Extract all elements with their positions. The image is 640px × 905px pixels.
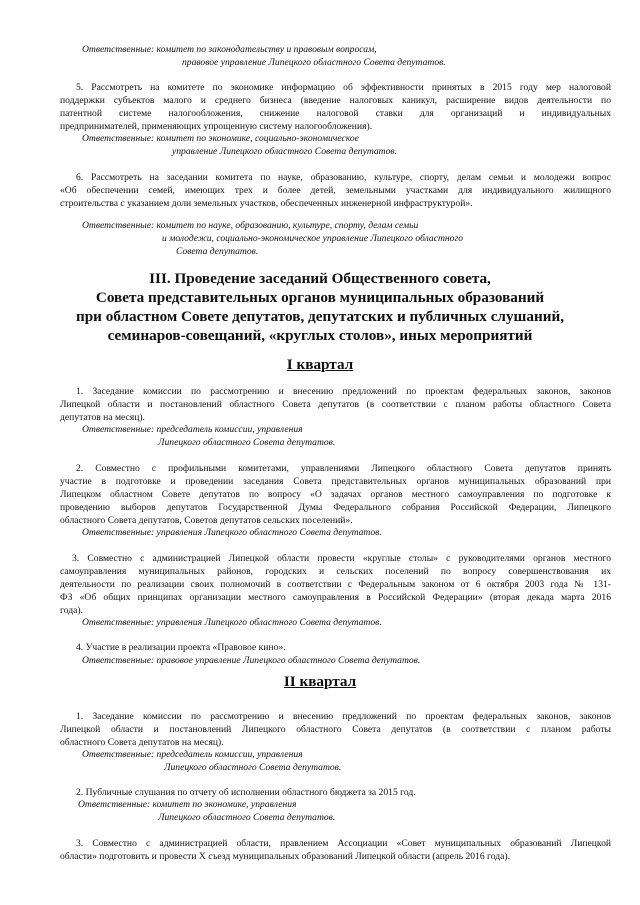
responsible-line: Ответственные: комитет по законодательству и правовым вопросам, [82, 44, 377, 55]
text-line: поддержки субъектов малого и среднего бизнеса (введение налоговых каникул, расширение видов деятельности по [60, 95, 611, 106]
section-heading-line-1: III. Проведение заседаний Общественного совета, [149, 270, 491, 287]
quarter-heading-2: II квартал [283, 673, 357, 690]
responsible-line: управление Липецкого областного Совета депутатов. [172, 146, 397, 157]
text-line: Липецком областном Совете депутатов по вопросу «О задачах органов местного самоуправления по подготовке к [60, 489, 611, 500]
responsible-line: Липецкого областного Совета депутатов. [158, 437, 336, 448]
quarter-heading-1: I квартал [286, 356, 354, 373]
text-line: деятельности по реализации своих полномочий в соответствии с Федеральным законом от 6 октября 2003 года № 131- [60, 579, 611, 590]
responsible-line: Ответственные: комитет по экономике, управления [78, 799, 297, 810]
text-line: депутатов на месяц). [60, 412, 145, 423]
text-line: ФЗ «Об общих принципах организации местного самоуправления в Российской Федерации» (вторая декада марта 2016 [60, 592, 611, 603]
responsible-line: Ответственные: председатель комиссии, управления [82, 424, 303, 435]
text-line: 1. Заседание комиссии по рассмотрению и внесению предложений по проектам федеральных законов, законов [76, 386, 611, 397]
text-line: Липецкой области и постановлений Липецкого областного Совета депутатов (в соответствии с планом работы [60, 724, 611, 735]
text-line: области» подготовить и провести X съезд муниципальных образований Липецкой области (апрель 2016 года). [60, 851, 510, 862]
responsible-line: Ответственные: комитет по науке, образованию, культуре, спорту, делам семьи [82, 220, 419, 231]
responsible-line: Ответственные: управления Липецкого областного Совета депутатов. [82, 617, 382, 628]
text-line: 2. Публичные слушания по отчету об исполнении областного бюджета за 2015 год. [76, 787, 416, 798]
responsible-line: Совета депутатов. [176, 246, 259, 257]
text-line: года). [60, 605, 83, 616]
text-line: областного Совета депутатов, Советов депутатов сельских поселений». [60, 515, 353, 526]
responsible-line: правовое управление Липецкого областного Совета депутатов. [182, 57, 446, 68]
text-line: самоуправления муниципальных районов, городских и сельских поселений по вопросу совершенствования их [60, 566, 611, 577]
text-line: Липецкой области и постановлений областного Совета депутатов (в соответствии с планом работы областного Совета [60, 399, 611, 410]
text-line: предпринимателей, применяющих упрощенную систему налогообложения). [60, 121, 373, 132]
responsible-line: Ответственные: комитет по экономике, социально-экономическое [82, 133, 359, 144]
text-line: строительства с указанием доли земельных участков, обеспеченных инженерной инфраструктурой». [60, 198, 473, 209]
section-heading-line-2: Совета представительных органов муниципальных образований [95, 289, 545, 306]
responsible-line: Ответственные: управления Липецкого областного Совета депутатов. [82, 527, 382, 538]
text-line: 6. Рассмотреть на заседании комитета по науке, образованию, культуре, спорту, делам семьи и молодежи вопрос [76, 172, 611, 183]
text-line: проведению выборов депутатов Государственной Думы Федерального собрания Российской Федерации, Липецкого [60, 502, 611, 513]
text-line: 2. Совместно с профильными комитетами, управлениями Липецкого областного Совета депутатов принять [76, 463, 611, 474]
section-heading-line-4: семинаров-совещаний, «круглых столов», иных мероприятий [107, 327, 533, 344]
text-line: 3. Совместно с администрацией Липецкой области провести «круглые столы» с руководителями органов местного [72, 553, 611, 564]
responsible-line: Липецкого областного Совета депутатов. [164, 762, 342, 773]
text-line: 1. Заседание комиссии по рассмотрению и внесению предложений по проектам федеральных законов, законов [76, 711, 611, 722]
responsible-line: Ответственные: председатель комиссии, управления [82, 749, 303, 760]
section-heading-line-3: при областном Совете депутатов, депутатских и публичных слушаний, [75, 308, 565, 325]
text-line: 3. Совместно с администрацией области, правлением Ассоциации «Совет муниципальных образований Липецкой [76, 838, 611, 849]
text-line: 4. Участие в реализации проекта «Правовое кино». [76, 642, 286, 653]
text-line: «Об обеспечении семей, имеющих трех и более детей, земельными участками для индивидуального жилищного [60, 185, 611, 196]
responsible-line: и молодежи, социально-экономическое управление Липецкого областного [162, 233, 464, 244]
text-line: участие в подготовке и проведении заседания Совета представительных органов муниципальных образований при [60, 476, 611, 487]
text-line: областного Совета депутатов на месяц). [60, 737, 224, 748]
text-line: патентной системе налогообложения, снижение налоговой ставки для организаций и индивидуальных [60, 108, 611, 119]
text-line: 5. Рассмотреть на комитете по экономике информацию об эффективности принятых в 2015 году мер налоговой [76, 82, 611, 93]
responsible-line: Липецкого областного Совета депутатов. [158, 812, 336, 823]
responsible-line: Ответственные: правовое управление Липецкого областного Совета депутатов. [82, 655, 421, 666]
